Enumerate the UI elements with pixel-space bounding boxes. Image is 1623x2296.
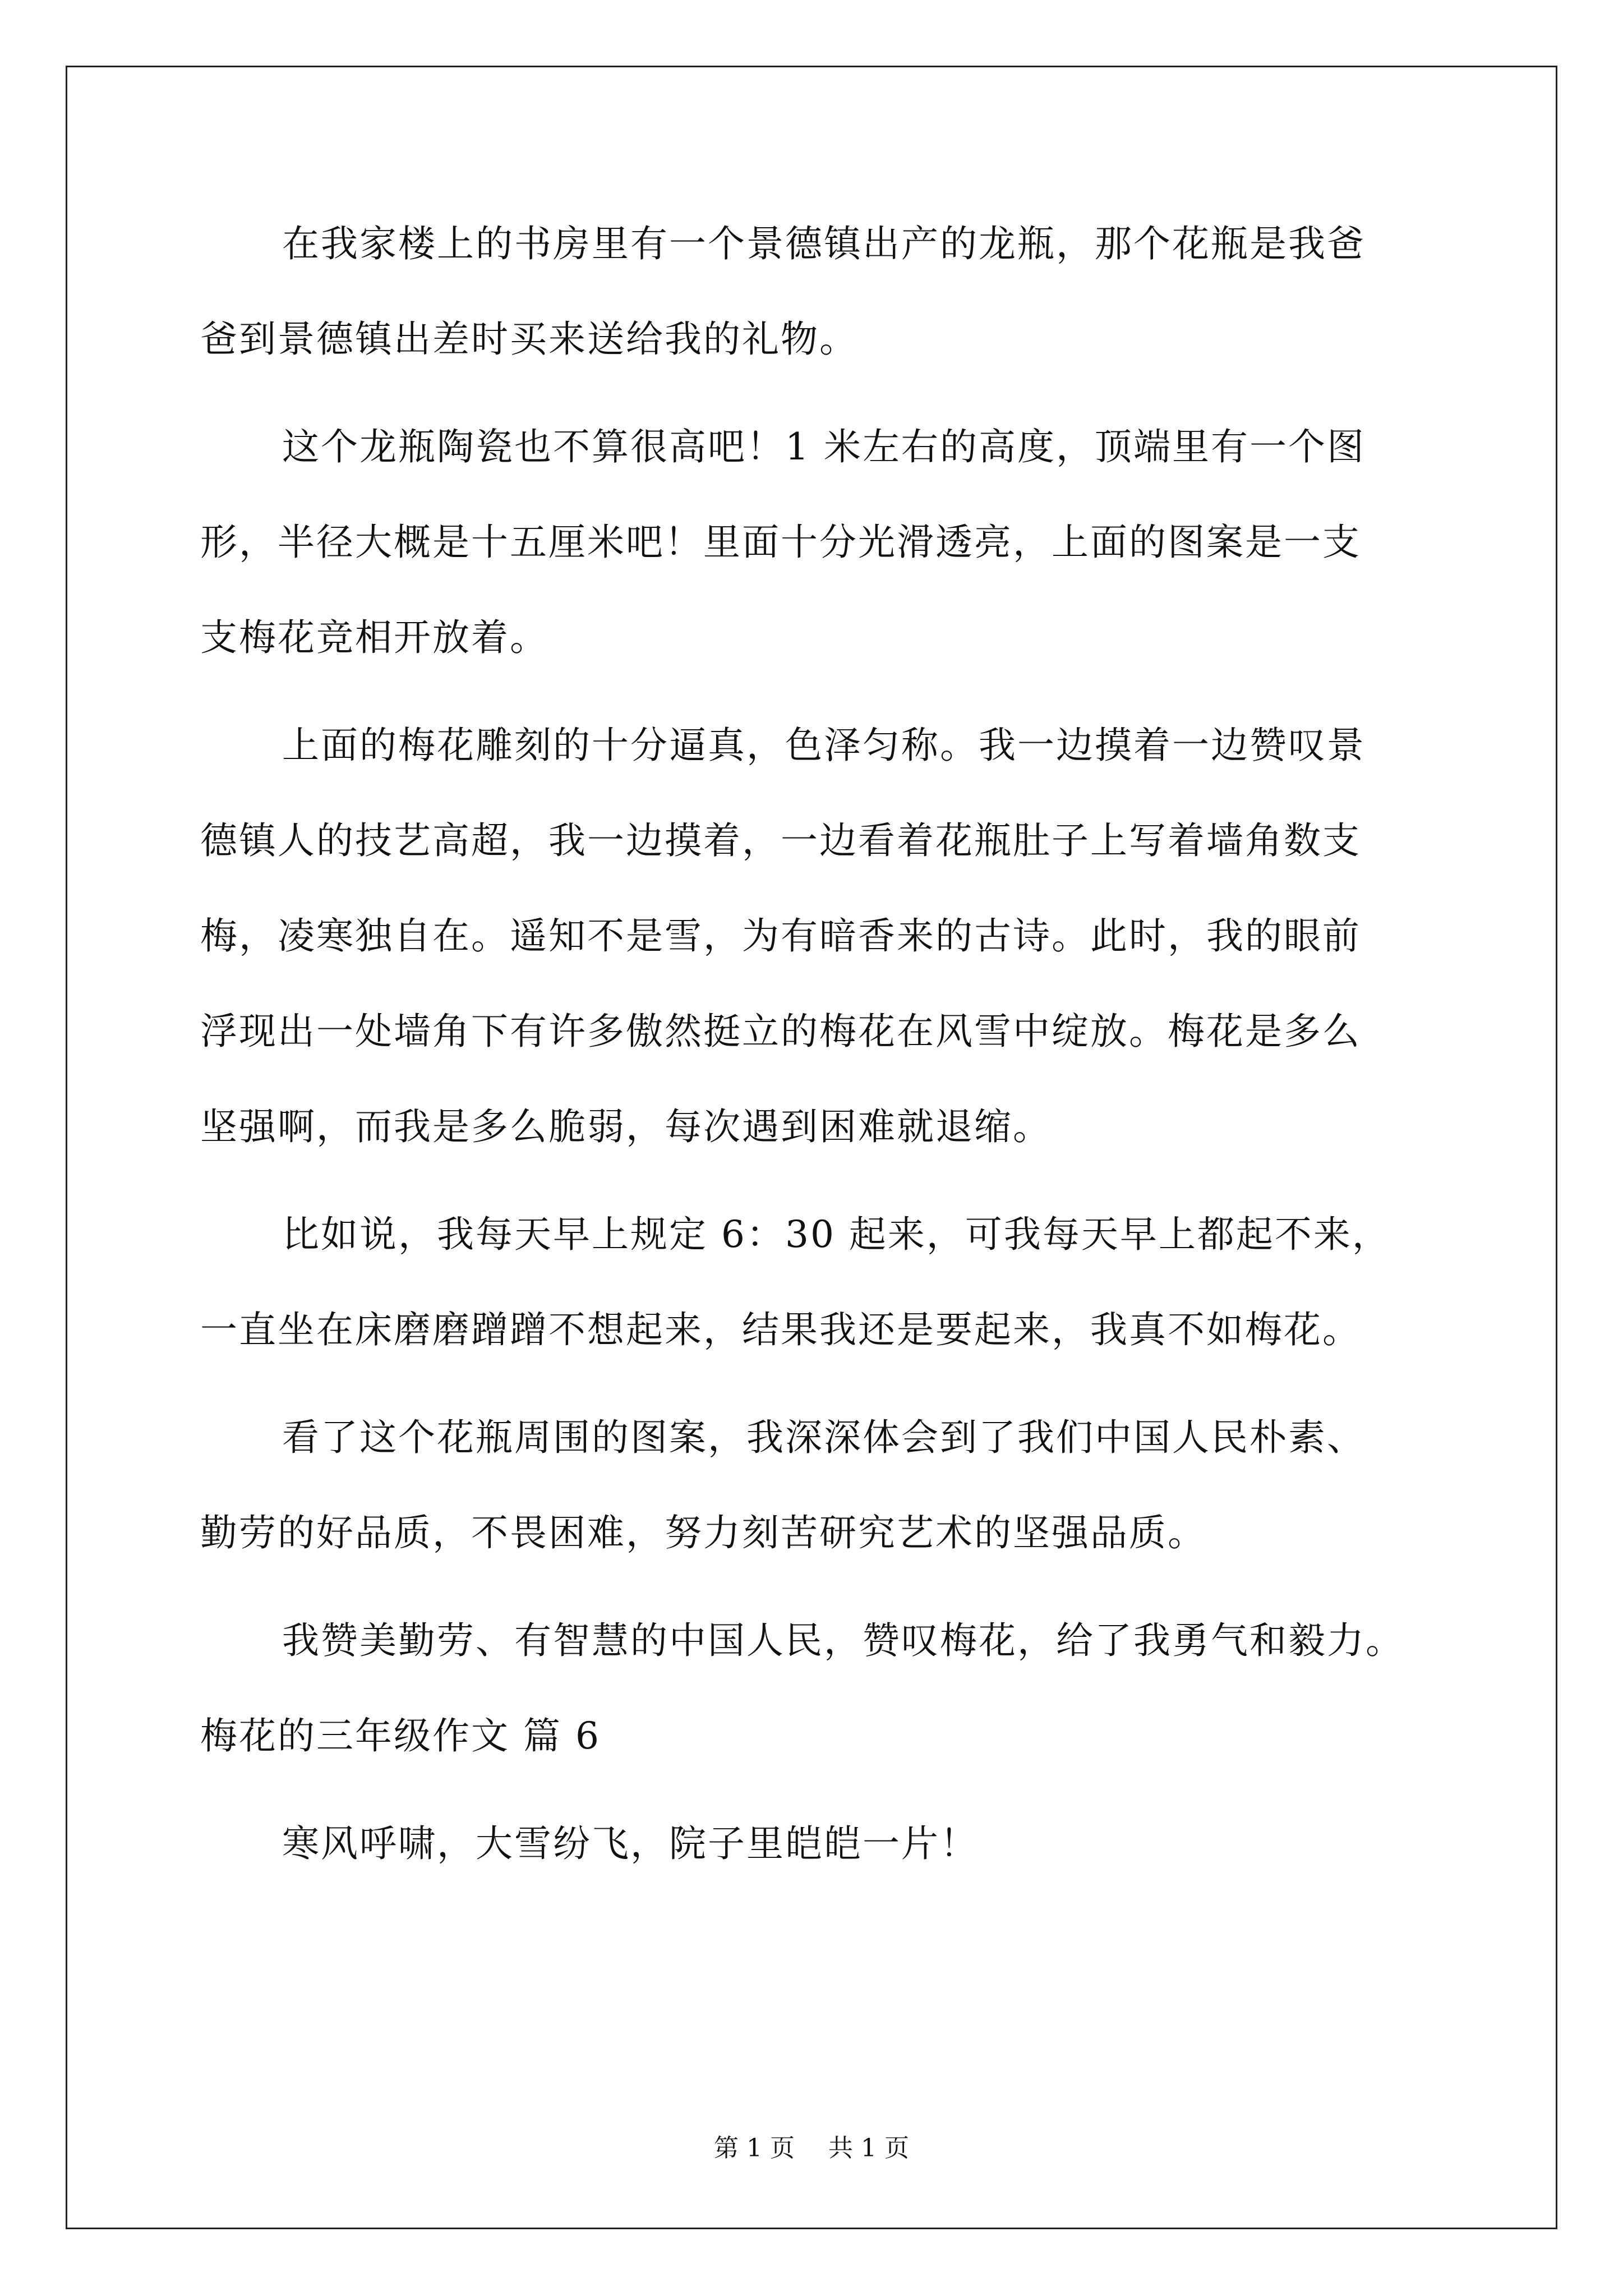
paragraph-1-line-2: 爸到景德镇出差时买来送给我的礼物。 — [200, 318, 858, 361]
paragraph-6-line-1: 我赞美勤劳、有智慧的中国人民，赞叹梅花，给了我勇气和毅力。 — [282, 1619, 1404, 1662]
paragraph-2-line-2: 形，半径大概是十五厘米吧！里面十分光滑透亮，上面的图案是一支 — [200, 521, 1361, 564]
page-number: 第 1 页 — [714, 2134, 795, 2162]
paragraph-2-line-1: 这个龙瓶陶瓷也不算很高吧！1 米左右的高度，顶端里有一个图 — [282, 425, 1366, 468]
paragraph-5-line-2: 勤劳的好品质，不畏困难，努力刻苦研究艺术的坚强品质。 — [200, 1511, 1206, 1554]
paragraph-2-line-3: 支梅花竞相开放着。 — [200, 616, 548, 659]
paragraph-5-line-1: 看了这个花瓶周围的图案，我深深体会到了我们中国人民朴素、 — [282, 1416, 1366, 1459]
section-heading: 梅花的三年级作文 篇 6 — [200, 1714, 601, 1757]
paragraph-7-line-1: 寒风呼啸，大雪纷飞，院子里皑皑一片！ — [282, 1822, 979, 1865]
page-footer — [0, 2132, 1623, 2165]
page-total: 共 1 页 — [828, 2134, 909, 2162]
paragraph-1-line-1: 在我家楼上的书房里有一个景德镇出产的龙瓶，那个花瓶是我爸 — [282, 222, 1366, 265]
paragraph-3-line-5: 坚强啊，而我是多么脆弱，每次遇到困难就退缩。 — [200, 1105, 1052, 1148]
paragraph-3-line-1: 上面的梅花雕刻的十分逼真，色泽匀称。我一边摸着一边赞叹景 — [282, 724, 1366, 767]
paragraph-4-line-2: 一直坐在床磨磨蹭蹭不想起来，结果我还是要起来，我真不如梅花。 — [200, 1308, 1361, 1351]
paragraph-3-line-3: 梅，凌寒独自在。遥知不是雪，为有暗香来的古诗。此时，我的眼前 — [200, 914, 1361, 958]
paragraph-3-line-2: 德镇人的技艺高超，我一边摸着，一边看着花瓶肚子上写着墙角数支 — [200, 819, 1361, 862]
paragraph-4-line-1: 比如说，我每天早上规定 6：30 起来，可我每天早上都起不来， — [282, 1213, 1391, 1256]
paragraph-3-line-4: 浮现出一处墙角下有许多傲然挺立的梅花在风雪中绽放。梅花是多么 — [200, 1010, 1361, 1053]
